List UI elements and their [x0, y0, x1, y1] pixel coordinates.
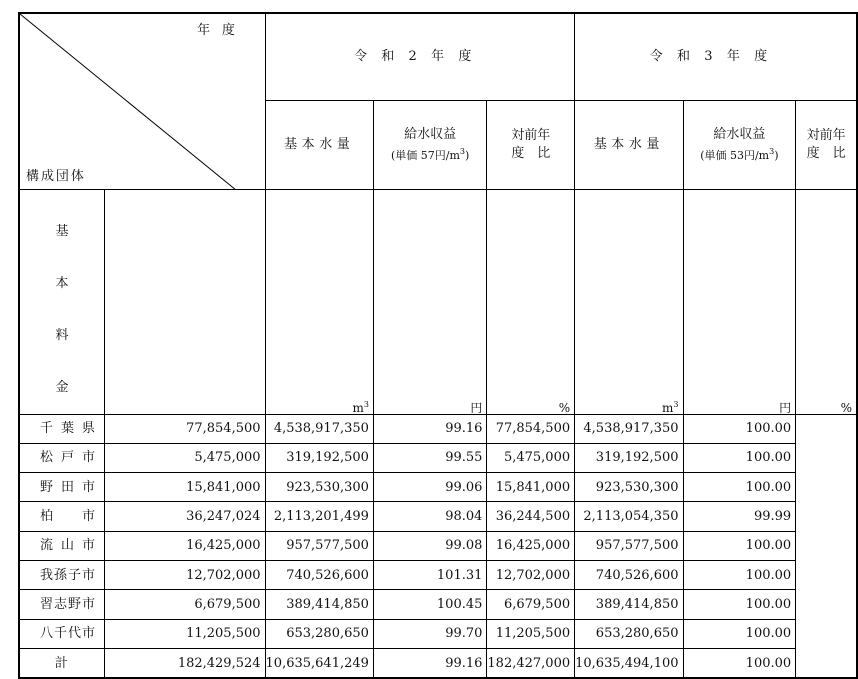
y2-ratio-label-2: 度 比 — [806, 145, 846, 161]
y1-unit-price-close: ) — [465, 148, 470, 162]
total-y1-ratio: 99.16 — [373, 648, 486, 678]
y1-income-cell: 740,526,600 — [265, 560, 373, 589]
unit-m: m — [662, 400, 674, 415]
unit-m-sup: 3 — [363, 399, 369, 409]
y1-unit-price — [374, 143, 486, 164]
y1-unit-price-text: (単価 57円/m — [391, 148, 460, 162]
y1-income-cell: 653,280,650 — [265, 619, 373, 648]
side-char-2: 本 — [55, 275, 69, 291]
y2-base-cell: 5,475,000 — [487, 443, 575, 472]
year1-label: 令和2年度 — [353, 49, 486, 65]
y2-base-cell: 11,205,500 — [487, 619, 575, 648]
y2-base-unit — [575, 189, 683, 414]
y2-income-cell: 319,192,500 — [575, 443, 683, 472]
municipality-name-chars — [40, 451, 96, 464]
table-row — [19, 414, 857, 443]
y1-ratio-cell: 100.45 — [373, 590, 486, 619]
year2-label: 令和3年度 — [649, 49, 782, 65]
y1-ratio-cell: 99.08 — [373, 531, 486, 560]
municipality-name-chars — [40, 598, 96, 611]
year2-header — [575, 13, 857, 100]
y2-base-cell: 12,702,000 — [487, 560, 575, 589]
y1-base-cell: 5,475,000 — [105, 443, 266, 472]
table-row — [19, 443, 857, 472]
y2-income-header — [683, 100, 796, 189]
water-rate-table-container — [18, 12, 858, 679]
name-char: 野 — [40, 479, 54, 495]
name-char: 県 — [82, 421, 96, 437]
diagonal-line — [20, 14, 236, 190]
y1-base-cell: 11,205,500 — [105, 619, 266, 648]
y1-income-unit: 円 — [373, 189, 486, 414]
total-y1-base: 182,429,524 — [105, 648, 266, 678]
name-char: 八 — [40, 626, 54, 642]
y1-ratio-cell: 101.31 — [373, 560, 486, 589]
municipality-name-chars — [40, 539, 96, 552]
y2-unit-price-text: (単価 53円/m — [700, 148, 770, 162]
y2-income-cell: 389,414,850 — [575, 590, 683, 619]
municipality-name-chars — [40, 627, 96, 640]
y2-income-label: 給水収益 — [713, 126, 766, 142]
municipality-name — [19, 414, 105, 443]
name-char: 志 — [54, 596, 68, 612]
y1-ratio-header — [487, 100, 575, 189]
y1-income-header — [373, 100, 486, 189]
y2-ratio-label-1: 対前年 — [806, 127, 846, 143]
name-char: 田 — [61, 479, 75, 495]
y2-income-cell: 923,530,300 — [575, 473, 683, 502]
y2-base-cell: 6,679,500 — [487, 590, 575, 619]
table-row — [19, 502, 857, 531]
y1-base-label: 基本水量 — [284, 137, 355, 152]
y1-ratio-label-2: 度 比 — [511, 145, 551, 161]
total-y2-income: 10,635,494,100 — [575, 648, 683, 678]
name-char — [61, 510, 75, 523]
name-char: 流 — [40, 538, 54, 554]
y2-unit-price — [684, 143, 796, 164]
municipality-name-chars — [40, 481, 96, 494]
y1-income-cell: 957,577,500 — [265, 531, 373, 560]
side-char-4: 金 — [55, 379, 69, 395]
name-char: 千 — [40, 421, 54, 437]
municipality-name — [19, 619, 105, 648]
unit-row — [19, 189, 857, 414]
name-char: 習 — [40, 596, 54, 612]
y2-base-cell: 36,244,500 — [487, 502, 575, 531]
y1-ratio-cell: 99.70 — [373, 619, 486, 648]
year1-header — [265, 13, 575, 100]
y1-ratio-cell: 99.55 — [373, 443, 486, 472]
y1-income-cell: 2,113,201,499 — [265, 502, 373, 531]
municipality-name — [19, 443, 105, 472]
y2-income-cell: 2,113,054,350 — [575, 502, 683, 531]
y2-ratio-header — [796, 100, 857, 189]
total-y2-ratio: 100.00 — [683, 648, 796, 678]
y2-ratio-unit: % — [796, 189, 857, 414]
name-char: 山 — [61, 538, 75, 554]
name-char: 戸 — [61, 450, 75, 466]
y2-income-cell: 4,538,917,350 — [575, 414, 683, 443]
basic-charge-table — [18, 12, 858, 679]
name-char: 我 — [40, 567, 54, 583]
table-row — [19, 473, 857, 502]
y1-income-cell: 4,538,917,350 — [265, 414, 373, 443]
table-row — [19, 590, 857, 619]
y1-ratio-label-1: 対前年 — [511, 127, 551, 143]
y1-base-cell: 15,841,000 — [105, 473, 266, 502]
y1-ratio-unit: % — [487, 189, 575, 414]
y1-income-cell: 923,530,300 — [265, 473, 373, 502]
y1-unit-price-sup: 3 — [459, 146, 466, 156]
y2-base-header — [575, 100, 683, 189]
name-char: 松 — [40, 450, 54, 466]
municipality-name — [19, 560, 105, 589]
y2-base-label: 基本水量 — [593, 137, 664, 152]
municipality-name — [19, 531, 105, 560]
data-rows — [19, 414, 857, 648]
total-y1-income: 10,635,641,249 — [265, 648, 373, 678]
y2-income-cell: 740,526,600 — [575, 560, 683, 589]
municipality-name — [19, 502, 105, 531]
table-row — [19, 560, 857, 589]
y2-unit-price-sup: 3 — [769, 146, 775, 156]
name-char: 千 — [54, 626, 68, 642]
name-char: 市 — [82, 538, 96, 554]
y2-ratio-cell: 100.00 — [683, 590, 796, 619]
y1-income-cell: 389,414,850 — [265, 590, 373, 619]
name-char: 孫 — [54, 567, 68, 583]
group-axis-label: 構成団体 — [26, 168, 86, 184]
unit-m-sup: 3 — [673, 399, 679, 409]
y1-base-cell: 12,702,000 — [105, 560, 266, 589]
diagonal-header-cell — [19, 13, 265, 189]
name-char: 市 — [82, 509, 96, 525]
name-char: 市 — [82, 450, 96, 466]
y2-ratio-cell: 100.00 — [683, 619, 796, 648]
total-label: 計 — [19, 648, 105, 678]
unit-name-cell — [105, 189, 266, 414]
y2-ratio-cell: 99.99 — [683, 502, 796, 531]
side-label-basic-charge — [19, 189, 105, 414]
name-char: 野 — [68, 596, 82, 612]
y1-base-cell: 77,854,500 — [105, 414, 266, 443]
y2-ratio-cell: 100.00 — [683, 560, 796, 589]
y2-unit-price-close: ) — [774, 148, 779, 162]
total-row — [19, 648, 857, 678]
name-char: 代 — [68, 626, 82, 642]
y1-base-header — [265, 100, 373, 189]
total-y2-base: 182,427,000 — [487, 648, 575, 678]
name-char: 市 — [82, 596, 96, 612]
name-char: 市 — [82, 479, 96, 495]
name-char: 子 — [68, 567, 82, 583]
unit-m: m — [352, 400, 364, 415]
y1-ratio-cell: 99.16 — [373, 414, 486, 443]
side-char-3: 料 — [55, 327, 69, 343]
municipality-name-chars — [40, 569, 96, 582]
y1-base-cell: 16,425,000 — [105, 531, 266, 560]
y2-ratio-cell: 100.00 — [683, 414, 796, 443]
table-row — [19, 531, 857, 560]
y2-ratio-cell: 100.00 — [683, 443, 796, 472]
y1-base-cell: 6,679,500 — [105, 590, 266, 619]
name-char: 市 — [82, 626, 96, 642]
y1-ratio-cell: 98.04 — [373, 502, 486, 531]
side-char-1: 基 — [55, 223, 69, 239]
y2-income-unit: 円 — [683, 189, 796, 414]
y2-base-cell: 15,841,000 — [487, 473, 575, 502]
year-axis-label: 年度 — [197, 23, 247, 38]
municipality-name — [19, 590, 105, 619]
y2-ratio-cell: 100.00 — [683, 473, 796, 502]
y2-ratio-cell: 100.00 — [683, 531, 796, 560]
y1-base-cell: 36,247,024 — [105, 502, 266, 531]
y1-ratio-cell: 99.06 — [373, 473, 486, 502]
name-char: 柏 — [40, 509, 54, 525]
table-row — [19, 619, 857, 648]
header-row-years — [19, 13, 857, 100]
y2-base-cell: 77,854,500 — [487, 414, 575, 443]
name-char: 葉 — [61, 421, 75, 437]
y2-income-cell: 957,577,500 — [575, 531, 683, 560]
municipality-name-chars — [40, 422, 96, 435]
y2-base-cell: 16,425,000 — [487, 531, 575, 560]
y1-income-label: 給水収益 — [404, 126, 457, 142]
y1-base-unit — [265, 189, 373, 414]
municipality-name-chars — [40, 510, 96, 523]
y2-income-cell: 653,280,650 — [575, 619, 683, 648]
y1-income-cell: 319,192,500 — [265, 443, 373, 472]
municipality-name — [19, 473, 105, 502]
name-char: 市 — [82, 567, 96, 583]
